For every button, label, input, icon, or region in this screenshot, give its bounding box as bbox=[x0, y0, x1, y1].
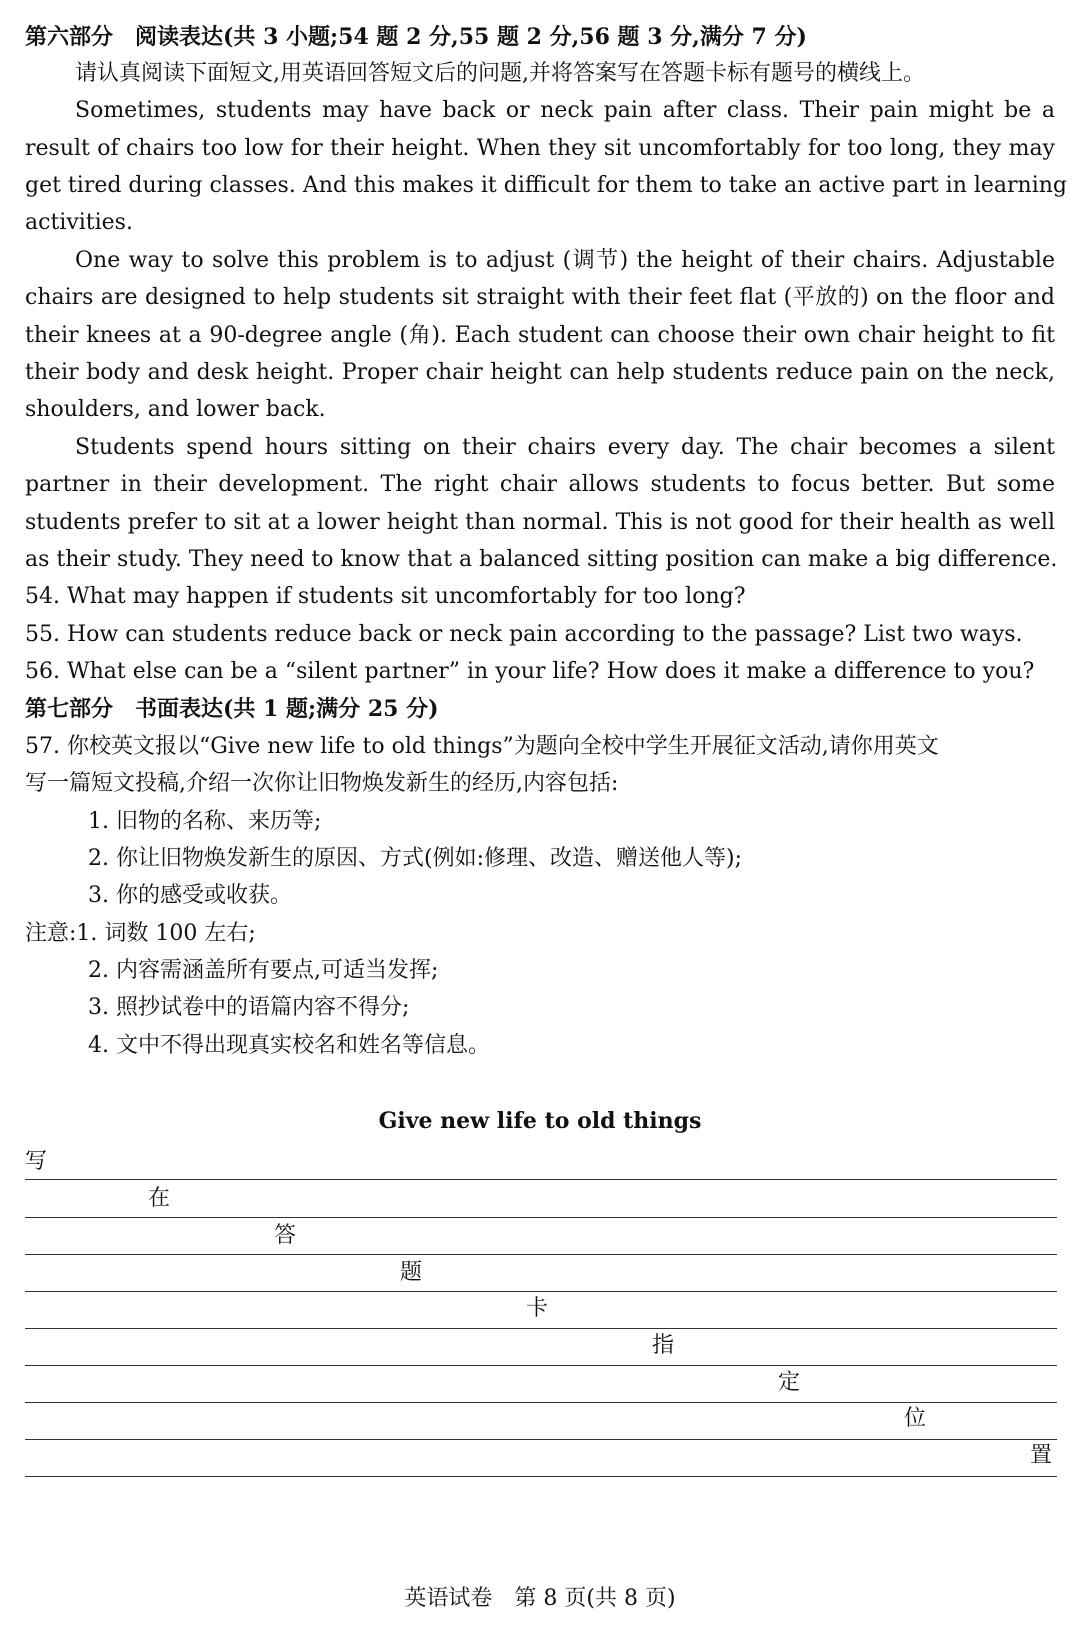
passage-line: their knees at a 90-degree angle (角). Each student can choose their own chair height to fit bbox=[25, 323, 1055, 348]
essay-title: Give new life to old things bbox=[378, 1108, 702, 1134]
writing-line bbox=[25, 1365, 1057, 1366]
passage-line: their body and desk height. Proper chair height can help students reduce pain on the neck, bbox=[25, 360, 1055, 385]
part6-heading: 第六部分 阅读表达(共 3 小题;54 题 2 分,55 题 2 分,56 题 3 分,满分 7 分) bbox=[25, 24, 807, 50]
writing-line bbox=[25, 1439, 1057, 1440]
note-item: 4. 文中不得出现真实校名和姓名等信息。 bbox=[88, 1033, 490, 1058]
content-point: 3. 你的感受或收获。 bbox=[88, 883, 292, 908]
passage-line: Sometimes, students may have back or neck pain after class. Their pain might be a bbox=[75, 98, 1055, 123]
page-footer: 英语试卷 第 8 页(共 8 页) bbox=[404, 1586, 676, 1611]
passage-line: activities. bbox=[25, 210, 133, 235]
passage-line: Students spend hours sitting on their chairs every day. The chair becomes a silent bbox=[75, 435, 1055, 460]
writing-area-char: 卡 bbox=[526, 1296, 549, 1321]
note-item: 3. 照抄试卷中的语篇内容不得分; bbox=[88, 995, 410, 1020]
writing-area-char: 在 bbox=[148, 1186, 171, 1211]
writing-line bbox=[25, 1402, 1057, 1403]
writing-area-char: 答 bbox=[274, 1223, 297, 1248]
writing-line bbox=[25, 1217, 1057, 1218]
writing-line bbox=[25, 1291, 1057, 1292]
content-point: 2. 你让旧物焕发新生的原因、方式(例如:修理、改造、赠送他人等); bbox=[88, 846, 742, 871]
passage-line: partner in their development. The right chair allows students to focus better. But some bbox=[25, 472, 1055, 497]
writing-area-char: 写 bbox=[25, 1149, 48, 1174]
writing-line bbox=[25, 1476, 1057, 1477]
writing-line bbox=[25, 1328, 1057, 1329]
writing-area-char: 题 bbox=[400, 1260, 423, 1285]
writing-line bbox=[25, 1179, 1057, 1180]
note-item: 2. 内容需涵盖所有要点,可适当发挥; bbox=[88, 958, 439, 983]
passage-line: shoulders, and lower back. bbox=[25, 397, 326, 422]
writing-area-char: 位 bbox=[904, 1406, 927, 1431]
writing-prompt: 写一篇短文投稿,介绍一次你让旧物焕发新生的经历,内容包括: bbox=[25, 771, 619, 796]
writing-line bbox=[25, 1254, 1057, 1255]
passage-line: get tired during classes. And this makes it difficult for them to take an active part in learning bbox=[25, 173, 1068, 198]
writing-area-char: 指 bbox=[652, 1333, 675, 1358]
writing-area-char: 置 bbox=[1030, 1443, 1053, 1468]
passage-line: students prefer to sit at a lower height than normal. This is not good for their health as well bbox=[25, 510, 1055, 535]
writing-prompt: 57. 你校英文报以“Give new life to old things”为题向全校中学生开展征文活动,请你用英文 bbox=[25, 734, 939, 759]
passage-line: chairs are designed to help students sit straight with their feet flat (平放的) on the floor and bbox=[25, 285, 1055, 310]
passage-line: result of chairs too low for their height. When they sit uncomfortably for too long, they may bbox=[25, 136, 1055, 161]
question-55: 55. How can students reduce back or neck pain according to the passage? List two ways. bbox=[25, 622, 1023, 647]
part6-instruction: 请认真阅读下面短文,用英语回答短文后的问题,并将答案写在答题卡标有题号的横线上。 bbox=[75, 61, 925, 86]
content-point: 1. 旧物的名称、来历等; bbox=[88, 809, 322, 834]
question-54: 54. What may happen if students sit uncomfortably for too long? bbox=[25, 584, 746, 609]
note-item: 注意:1. 词数 100 左右; bbox=[25, 921, 256, 946]
passage-line: One way to solve this problem is to adjust (调节) the height of their chairs. Adjustable bbox=[75, 248, 1055, 273]
passage-line: as their study. They need to know that a balanced sitting position can make a big difference. bbox=[25, 547, 1058, 572]
part7-heading: 第七部分 书面表达(共 1 题;满分 25 分) bbox=[25, 696, 439, 722]
writing-area-char: 定 bbox=[778, 1370, 801, 1395]
question-56: 56. What else can be a “silent partner” in your life? How does it make a difference to you? bbox=[25, 659, 1035, 684]
